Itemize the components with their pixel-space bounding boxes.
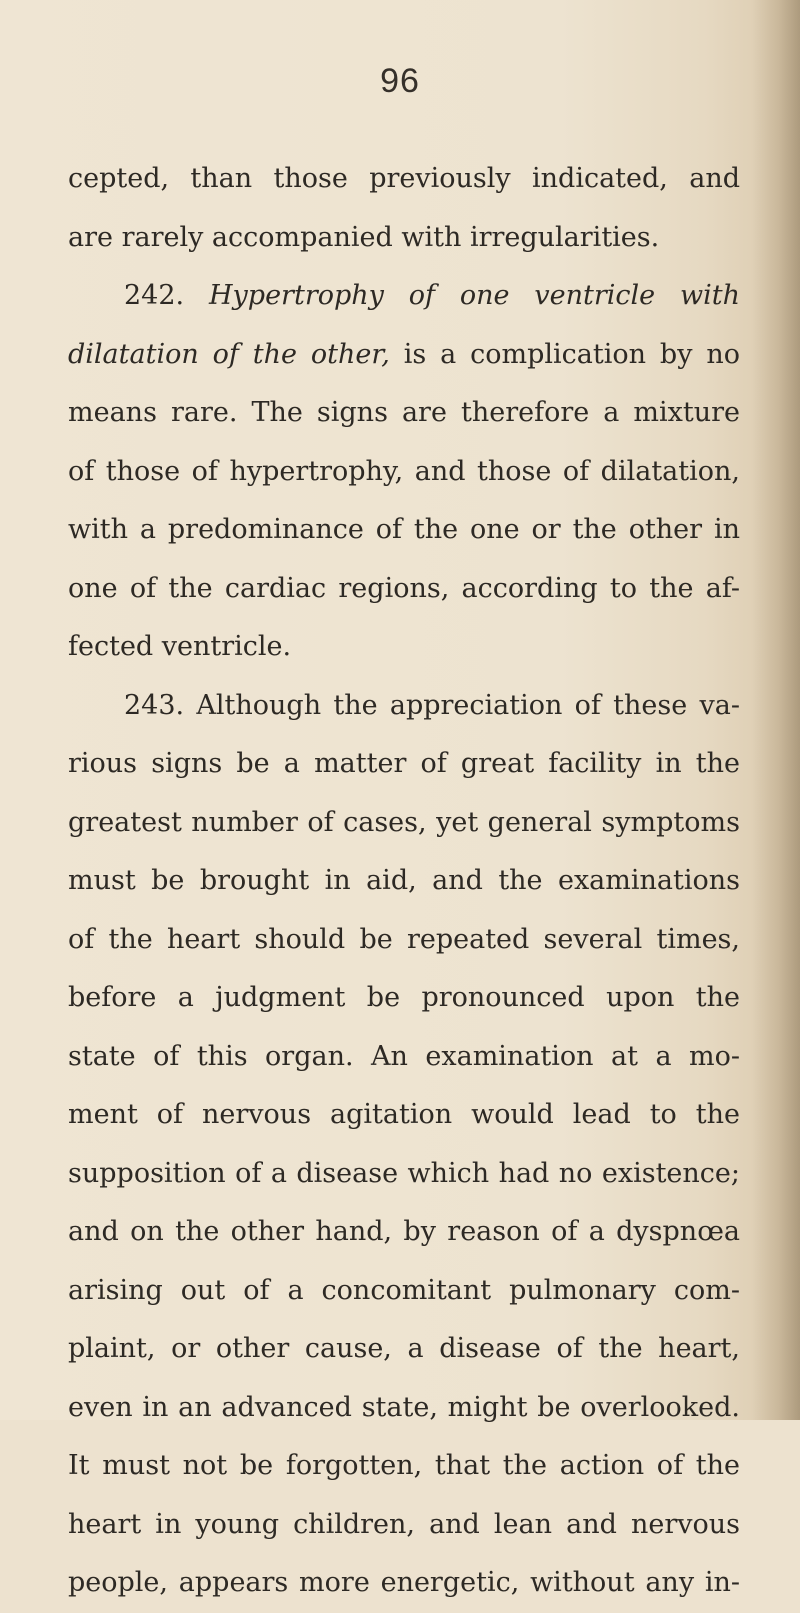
- text-line: state of this organ. An examination at a mo-: [68, 1040, 740, 1072]
- italic-heading: dilatation of the other,: [68, 338, 390, 370]
- text-line: fected ventricle.: [68, 631, 292, 662]
- text-line: one of the cardiac regions, according to the af-: [68, 572, 740, 604]
- text-line: It must not be forgotten, that the action of the: [68, 1450, 740, 1481]
- page-number: 96: [380, 62, 420, 100]
- text-line: arising out of a concomitant pulmonary com-: [68, 1274, 740, 1306]
- text-line: [68, 267, 740, 326]
- text-line: supposition of a disease which had no existence;: [68, 1157, 740, 1189]
- text-line: even in an advanced state, might be overlooked.: [68, 1391, 740, 1423]
- body-text: [68, 150, 740, 1613]
- line-text: is a complication by no: [389, 338, 740, 370]
- text-line: must be brought in aid, and the examinations: [68, 865, 740, 896]
- text-line: of the heart should be repeated several times,: [68, 923, 740, 955]
- text-line: rious signs be a matter of great facility in the: [68, 748, 740, 779]
- text-line: are rarely accompanied with irregularities.: [68, 221, 660, 253]
- italic-heading: Hypertrophy of one ventricle with: [209, 280, 740, 311]
- text-line: heart in young children, and lean and nervous: [68, 1508, 740, 1540]
- text-line: greatest number of cases, yet general symptoms: [68, 806, 740, 838]
- text-line: and on the other hand, by reason of a dyspnœa: [68, 1216, 740, 1247]
- text-line: 243. Although the appreciation of these va-: [124, 689, 740, 721]
- text-line: means rare. The signs are therefore a mixture: [68, 397, 740, 428]
- text-line: with a predominance of the one or the other in: [68, 514, 740, 545]
- text-line: [68, 326, 740, 385]
- text-line: before a judgment be pronounced upon the: [68, 982, 740, 1013]
- text-line: people, appears more energetic, without any in-: [68, 1567, 740, 1598]
- text-line: of those of hypertrophy, and those of dilatation,: [68, 455, 740, 487]
- text-line: cepted, than those previously indicated, and: [68, 163, 740, 194]
- text-line: ment of nervous agitation would lead to the: [68, 1099, 740, 1130]
- text-line: plaint, or other cause, a disease of the heart,: [68, 1333, 740, 1364]
- paragraph-number: 242.: [124, 280, 185, 311]
- page-edge-shadow: [752, 0, 800, 1420]
